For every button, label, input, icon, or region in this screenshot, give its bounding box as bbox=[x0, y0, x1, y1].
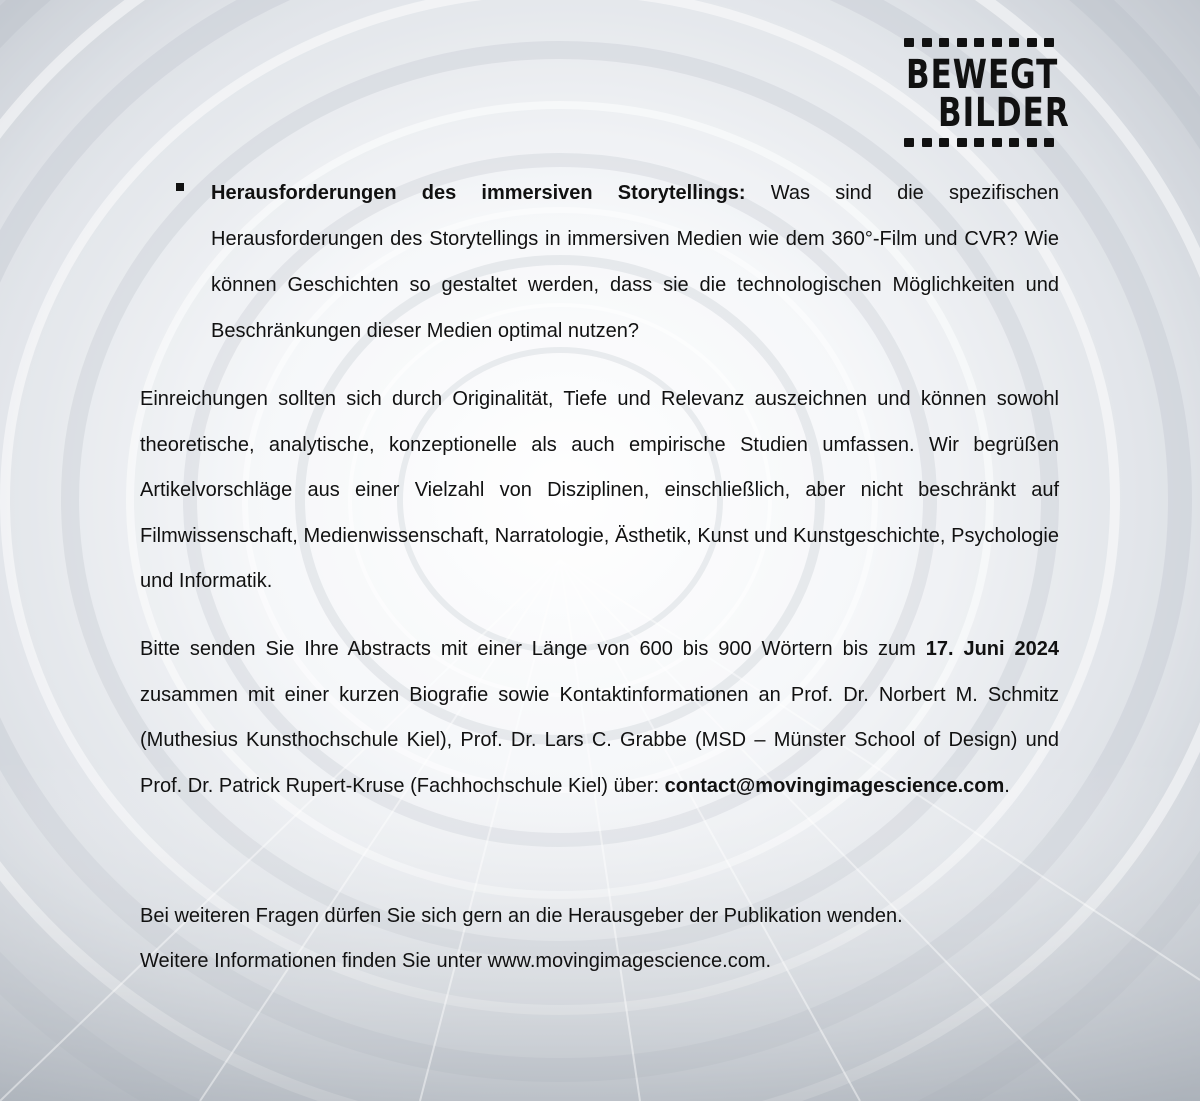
paragraph-abstracts bbox=[140, 627, 1059, 809]
closing-line-questions: Bei weiteren Fragen dürfen Sie sich gern an die Herausgeber der Publikation wenden. bbox=[140, 905, 903, 927]
bullet-heading: Herausforderungen des immersiven Storytellings: bbox=[211, 182, 746, 204]
bullet-item-storytelling bbox=[211, 170, 1059, 354]
bullet-square-icon bbox=[176, 183, 184, 191]
bullet-text: Was sind die spezifischen Herausforderungen des Storytellings in immersiven Medien wie dem 360°-Film und CVR? Wie können Geschichten so gestaltet werden, dass sie die technologischen Möglichkeiten und Beschränkungen dieser Medien optimal nutzen? bbox=[211, 182, 1060, 342]
logo-word-2: BILDER bbox=[938, 90, 1070, 137]
contact-email-link[interactable]: contact@movingimagescience.com bbox=[664, 774, 1005, 797]
closing-paragraph bbox=[140, 894, 1059, 984]
deadline-date: 17. Juni 2024 bbox=[925, 638, 1059, 660]
abstracts-intro: Bitte senden Sie Ihre Abstracts mit einer Länge von 600 bis 900 Wörtern bis zum bbox=[140, 638, 926, 660]
abstracts-contacts: zusammen mit einer kurzen Biografie sowie Kontaktinformationen an Prof. Dr. Norbert M. Schmitz (Muthesius Kunsthochschule Kiel), Prof. Dr. Lars C. Grabbe (MSD – Münster School of Design) und Prof. Dr. Patrick Rupert-Kruse (Fachhochschule Kiel) über: bbox=[140, 683, 1059, 797]
film-strip-bottom bbox=[904, 138, 1054, 148]
closing-line-website: Weitere Informationen finden Sie unter www.movingimagescience.com. bbox=[140, 950, 772, 972]
paragraph-submissions: Einreichungen sollten sich durch Originalität, Tiefe und Relevanz auszeichnen und können sowohl theoretische, analytische, konzeptionelle als auch empirische Studien umfassen. Wir begrüßen Artikelvorschläge aus einer Vielzahl von Disziplinen, einschließlich, aber nicht beschränkt auf Filmwissenschaft, Medienwissenschaft, Narratologie, Ästhetik, Kunst und Kunstgeschichte, Psychologie und Informatik. bbox=[140, 388, 1059, 592]
film-strip-top bbox=[904, 38, 1054, 48]
abstracts-end: . bbox=[1004, 774, 1010, 797]
bewegtbilder-logo bbox=[902, 34, 1070, 152]
logo-word-1: BEWEGT bbox=[906, 52, 1059, 99]
